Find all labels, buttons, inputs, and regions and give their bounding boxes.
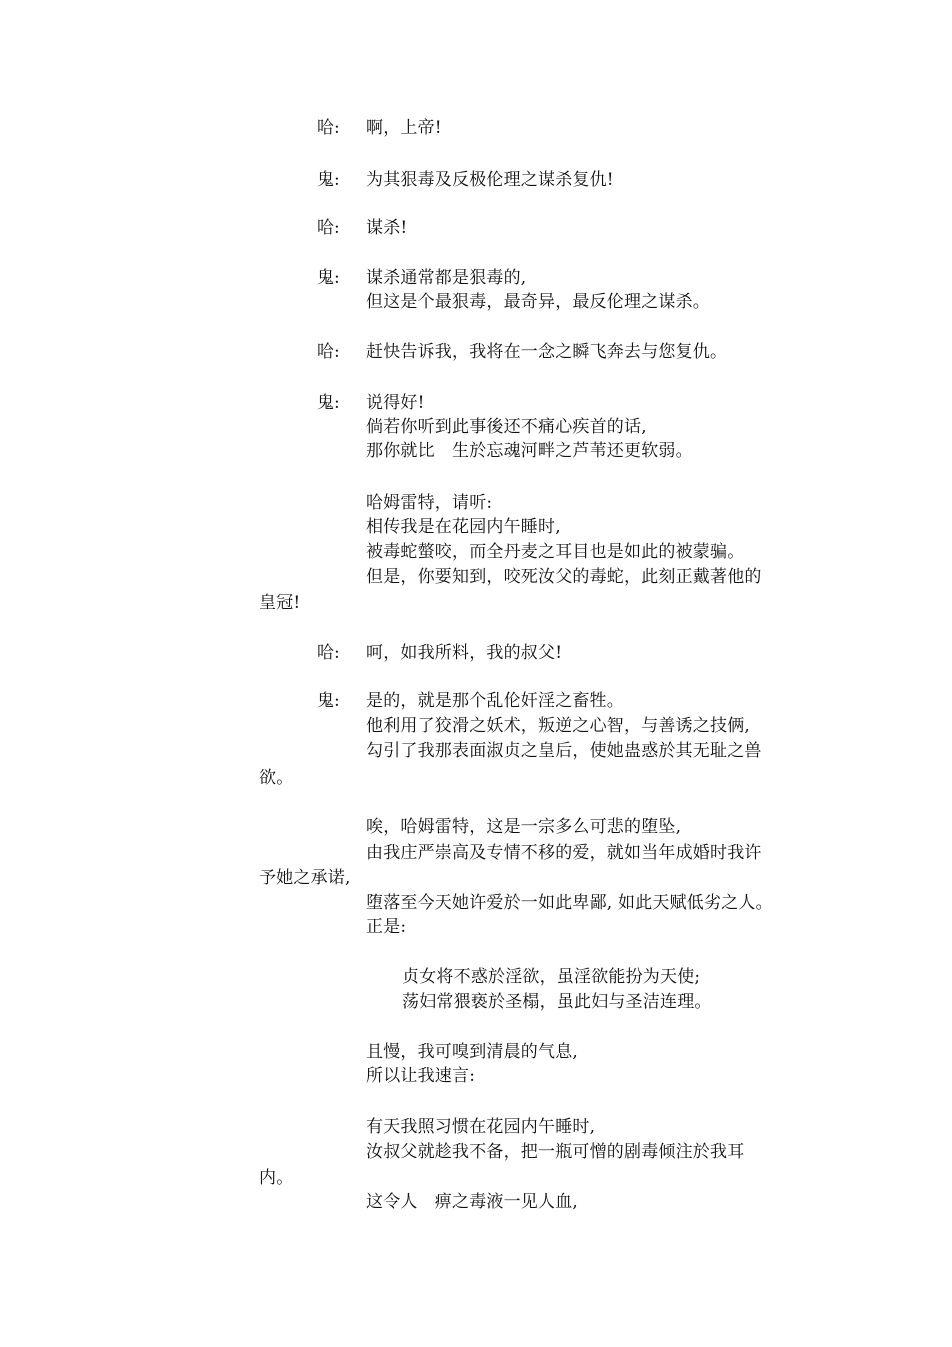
dialogue-line: 汝叔父就趁我不备，把一瓶可憎的剧毒倾注於我耳 [366, 1142, 745, 1162]
dialogue-line: 相传我是在花园内午睡时, [366, 517, 561, 537]
dialogue-line: 呵，如我所料，我的叔父! [366, 643, 563, 663]
speaker-label-ghost: 鬼: [317, 170, 340, 190]
dialogue-line: 正是: [366, 917, 407, 937]
dialogue-line: 谋杀通常都是狠毒的, [366, 268, 527, 288]
speaker-label-hamlet: 哈: [317, 118, 340, 138]
dialogue-line: 倘若你听到此事後还不痛心疾首的话, [366, 417, 647, 437]
speaker-label-ghost: 鬼: [317, 393, 340, 413]
dialogue-line-wrap: 欲。 [259, 768, 294, 788]
dialogue-line: 由我庄严崇高及专情不移的爱，就如当年成婚时我许 [366, 843, 762, 863]
dialogue-line: 这令人 痹之毒液一见人血, [366, 1192, 579, 1212]
dialogue-line-wrap: 予她之承诺, [259, 868, 351, 888]
dialogue-line: 但这是个最狠毒，最奇异，最反伦理之谋杀。 [366, 292, 710, 312]
dialogue-line: 有天我照习惯在花园内午睡时, [366, 1117, 596, 1137]
dialogue-line: 唉，哈姆雷特，这是一宗多么可悲的堕坠, [366, 817, 682, 837]
dialogue-line: 谋杀! [366, 218, 408, 238]
dialogue-line: 所以让我速言: [366, 1066, 476, 1086]
dialogue-line: 哈姆雷特，请听: [366, 493, 493, 513]
dialogue-line: 说得好! [366, 393, 425, 413]
dialogue-line: 是的，就是那个乱伦奸淫之畜牲。 [366, 691, 624, 711]
dialogue-line: 勾引了我那表面淑贞之皇后，使她蛊惑於其无耻之兽 [366, 741, 762, 761]
speaker-label-hamlet: 哈: [317, 218, 340, 238]
dialogue-line: 他利用了狡滑之妖术，叛逆之心智，与善诱之技俩, [366, 716, 751, 736]
dialogue-line: 为其狠毒及反极伦理之谋杀复仇! [366, 170, 614, 190]
dialogue-line: 啊，上帝! [366, 118, 442, 138]
dialogue-line: 那你就比 生於忘魂河畔之芦苇还更软弱。 [366, 441, 693, 461]
speaker-label-ghost: 鬼: [317, 268, 340, 288]
dialogue-line: 堕落至今天她许爱於一如此卑鄙, 如此天赋低劣之人。 [366, 893, 773, 913]
dialogue-line: 赶快告诉我，我将在一念之瞬飞奔去与您复仇。 [366, 342, 728, 362]
speaker-label-ghost: 鬼: [317, 691, 340, 711]
speaker-label-hamlet: 哈: [317, 342, 340, 362]
speaker-label-hamlet: 哈: [317, 643, 340, 663]
dialogue-line-wrap: 皇冠! [259, 593, 301, 613]
dialogue-line: 但是，你要知到，咬死汝父的毒蛇，此刻正戴著他的 [366, 567, 762, 587]
dialogue-line-wrap: 内。 [259, 1168, 294, 1188]
dialogue-line: 被毒蛇螫咬，而全丹麦之耳目也是如此的被蒙骗。 [366, 542, 745, 562]
quoted-verse-line: 贞女将不惑於淫欲，虽淫欲能扮为天使; [402, 967, 701, 987]
quoted-verse-line: 荡妇常猥亵於圣榻，虽此妇与圣洁连理。 [402, 992, 712, 1012]
dialogue-line: 且慢，我可嗅到清晨的气息, [366, 1042, 579, 1062]
